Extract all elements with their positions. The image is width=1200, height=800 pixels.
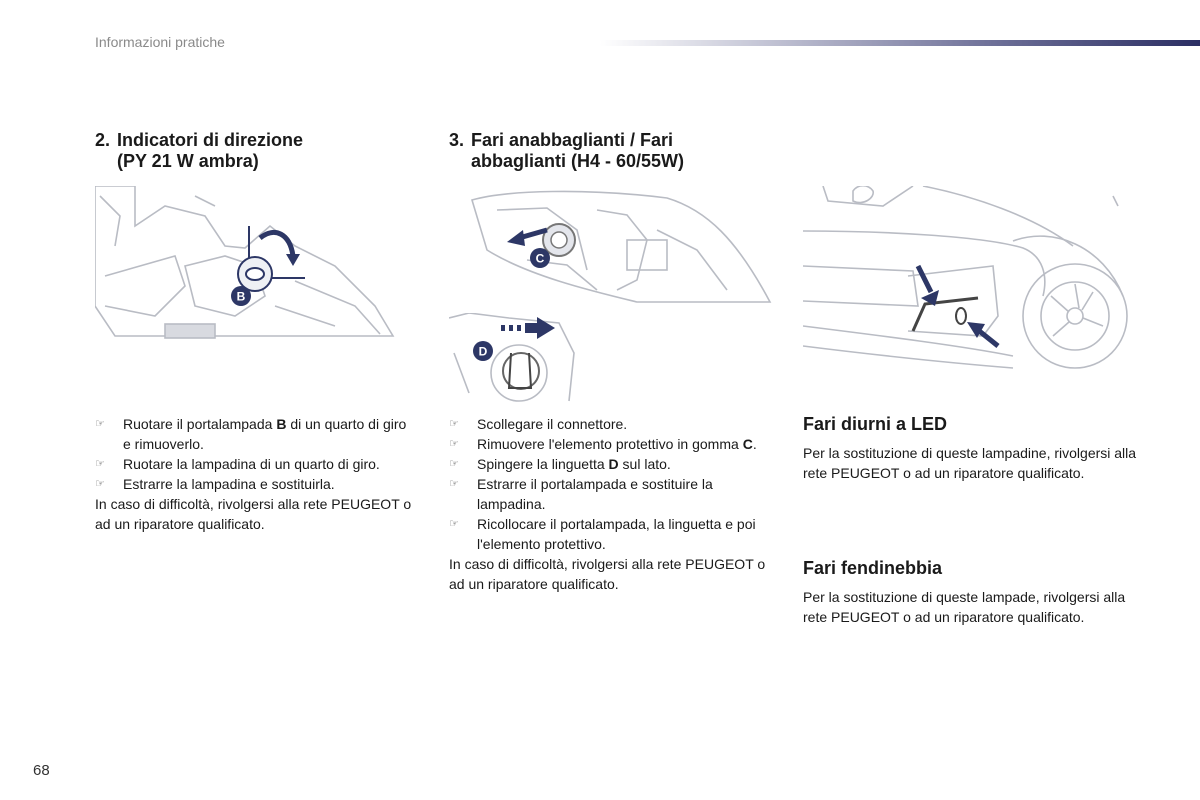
section-number: 3. [449,130,465,150]
section-title [449,130,779,172]
step-item: ☞ Ruotare la lampadina di un quarto di giro. [95,456,380,472]
step-item: ☞ Rimuovere l'elemento protettivo in gomma C. [449,436,757,452]
difficulty-note: In caso di difficoltà, rivolgersi alla rete PEUGEOT o ad un riparatore qualificato. [449,556,766,592]
callout-b-label: B [236,289,246,304]
headlamp-illustration [467,190,773,305]
pointing-hand-icon: ☞ [449,458,459,470]
pointing-hand-icon: ☞ [449,438,459,450]
step-item: ☞ Estrarre il portalampada e sostituire la lampadina. [449,476,713,512]
section-title: Fari fendinebbia [803,558,943,578]
turn-indicator-instructions [95,414,415,534]
page-header-title: Informazioni pratiche [95,34,225,50]
pointing-hand-icon: ☞ [449,418,459,430]
headlamp-instructions [449,414,779,594]
header-gradient-bar [600,40,1200,46]
section-daytime-led [803,414,1143,483]
page-number: 68 [33,762,50,779]
callout-c-label: C [535,251,545,266]
pointing-hand-icon: ☞ [95,458,105,470]
step-item: ☞ Spingere la linguetta D sul lato. [449,456,671,472]
section-title-line1: Indicatori di direzione [117,130,304,150]
section-turn-indicators [95,130,415,172]
callout-d-label: D [478,344,488,359]
car-front-illustration [803,186,1131,394]
step-item: ☞ Scollegare il connettore. [449,416,628,432]
pointing-hand-icon: ☞ [449,478,459,490]
section-text: Per la sostituzione di queste lampade, rivolgersi alla rete PEUGEOT o ad un riparatore qualificato. [803,589,1126,625]
turn-indicator-illustration [95,186,395,344]
step-item: ☞ Ricollocare il portalampada, la linguetta e poi l'elemento protettivo. [449,516,756,552]
section-headlamps [449,130,779,172]
pointing-hand-icon: ☞ [449,518,459,530]
section-title: Fari diurni a LED [803,414,948,434]
pointing-hand-icon: ☞ [95,478,105,490]
section-number: 2. [95,130,111,150]
section-title-line2: abbaglianti (H4 - 60/55W) [471,151,685,171]
headlamp-tab-illustration [449,313,579,403]
section-title-line2: (PY 21 W ambra) [117,151,259,171]
section-title-line1: Fari anabbaglianti / Fari [471,130,674,150]
section-fog-lamps [803,558,1143,627]
difficulty-note: In caso di difficoltà, rivolgersi alla rete PEUGEOT o ad un riparatore qualificato. [95,496,412,532]
step-item: ☞ Estrarre la lampadina e sostituirla. [95,476,335,492]
pointing-hand-icon: ☞ [95,418,105,430]
step-item: ☞ Ruotare il portalampada B di un quarto di giro e rimuoverlo. [95,416,407,452]
section-title [95,130,415,172]
section-text: Per la sostituzione di queste lampadine, rivolgersi alla rete PEUGEOT o ad un riparatore qualificato. [803,445,1137,481]
